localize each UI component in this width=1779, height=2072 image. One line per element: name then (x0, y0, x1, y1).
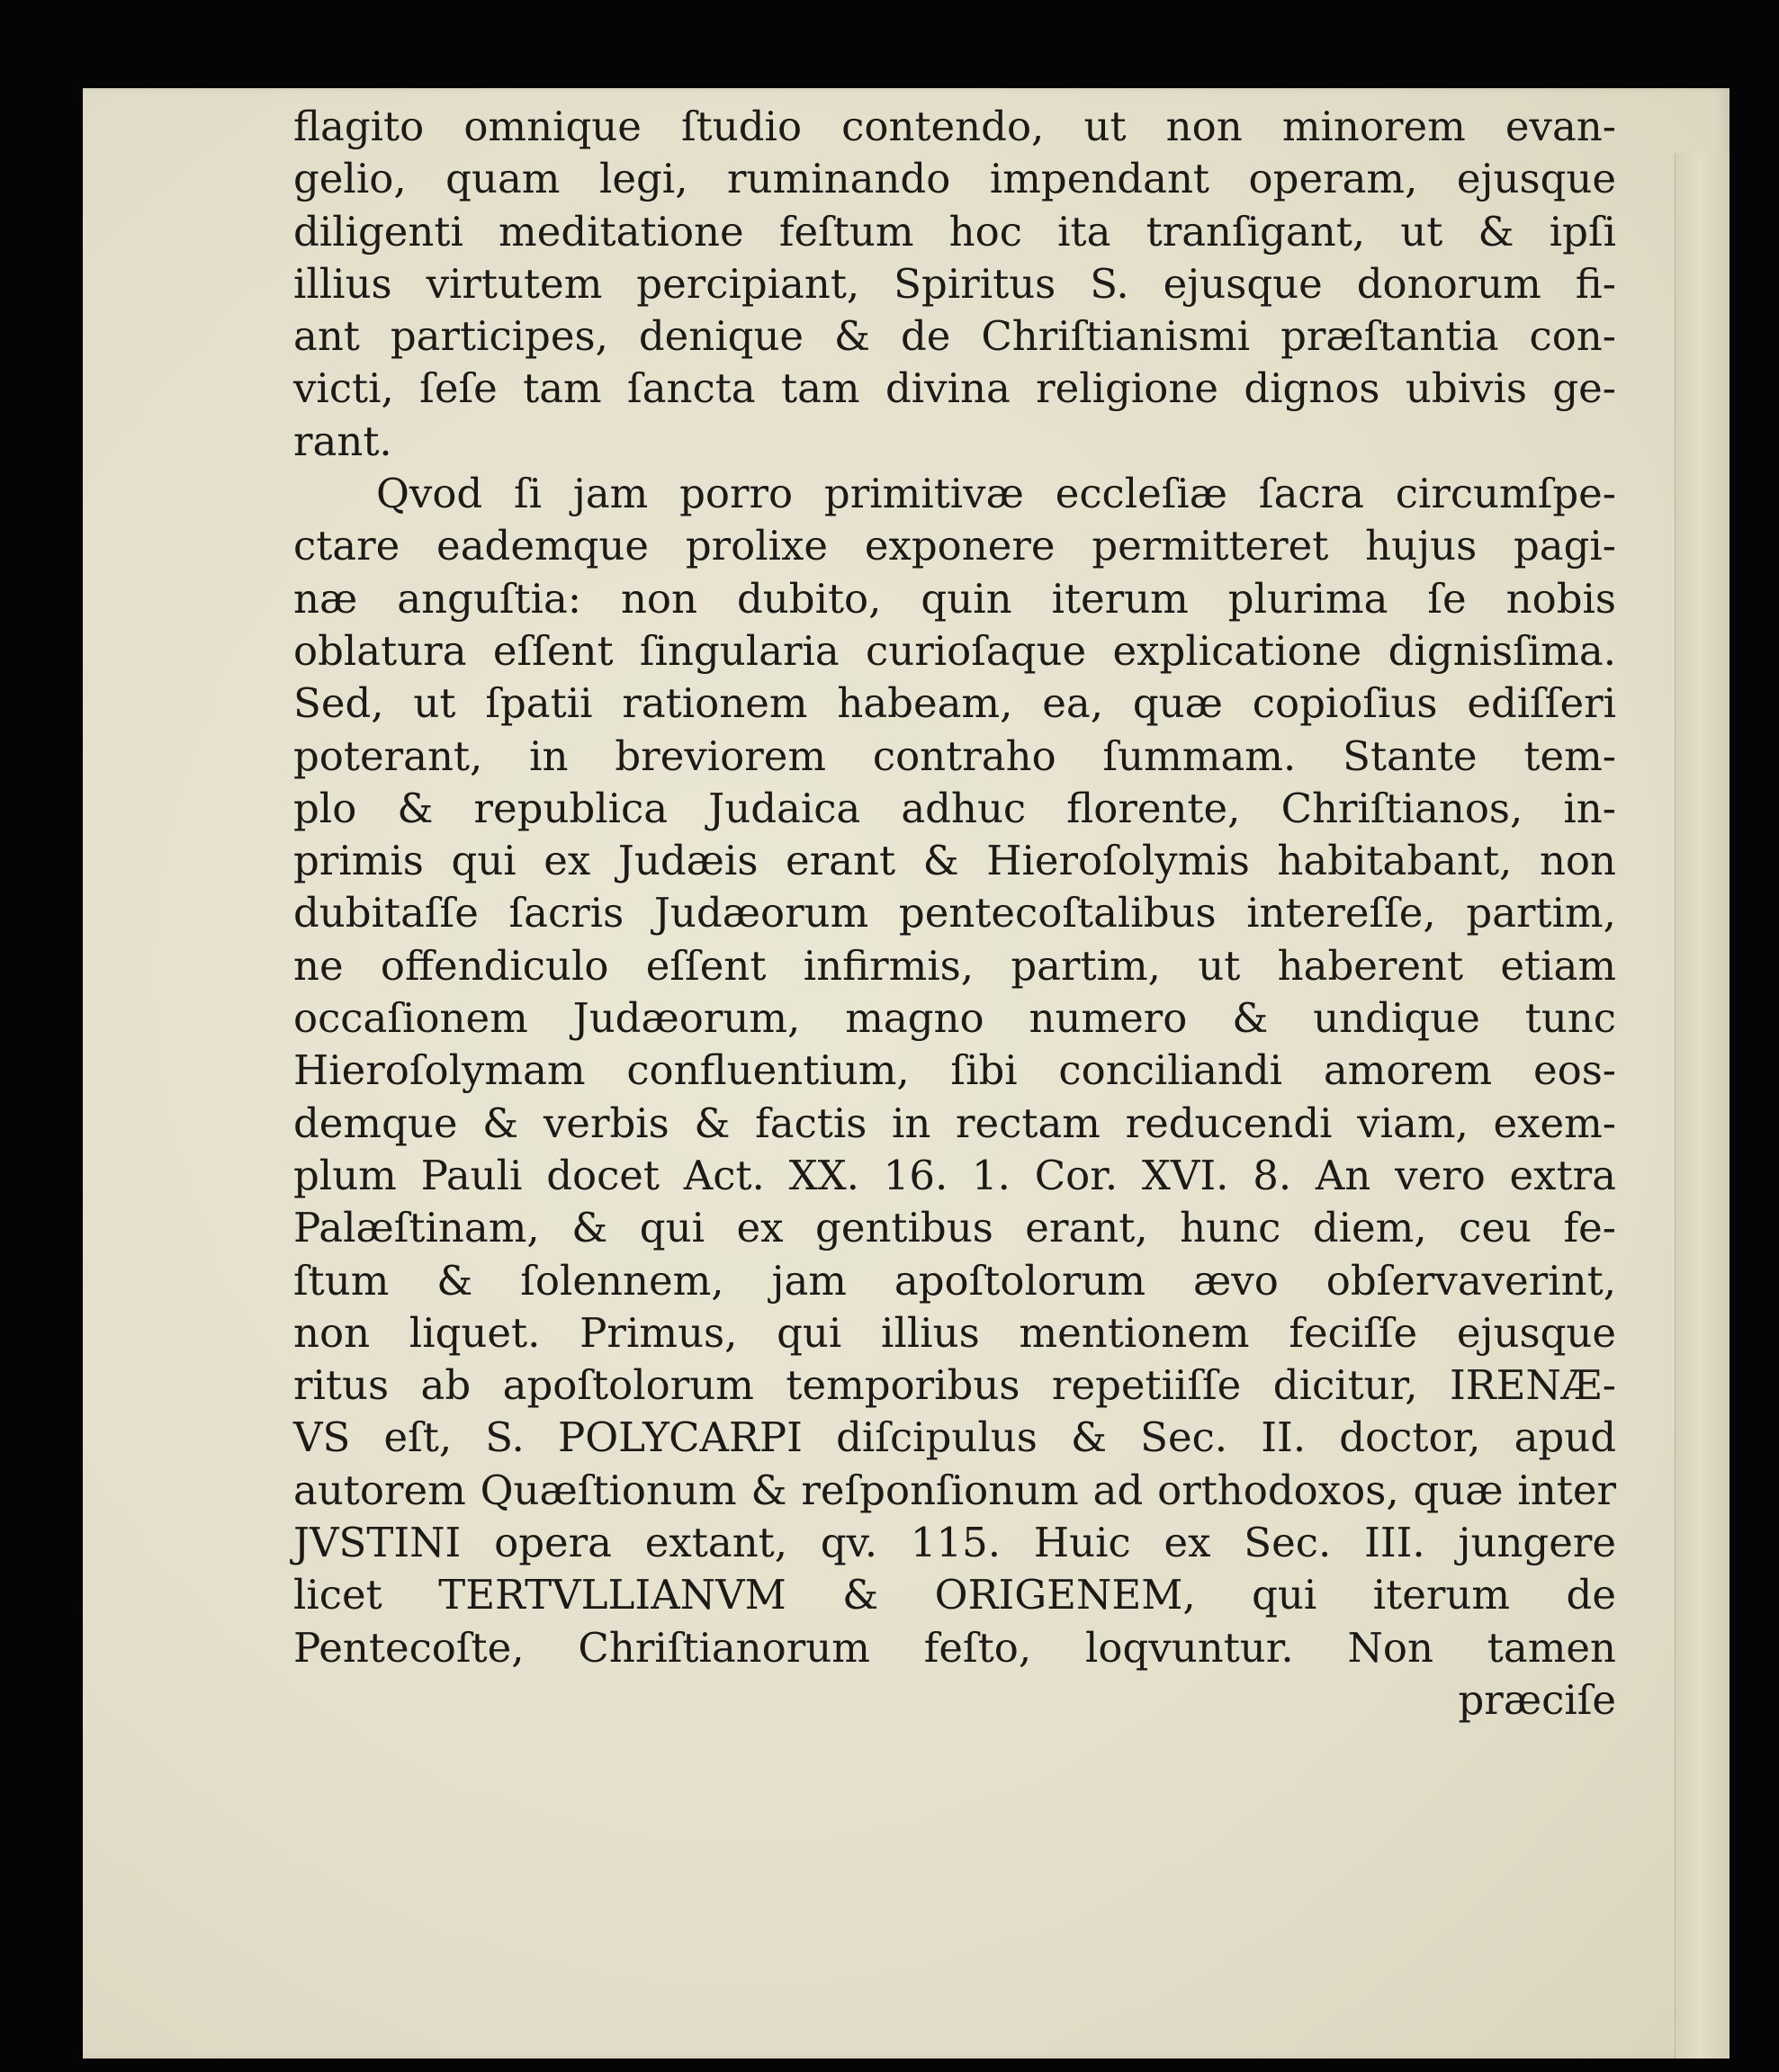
text-line: occaſionem Judæorum, magno numero & undique tunc (293, 994, 1616, 1043)
text-line: Pentecoſte, Chriſtianorum feſto, loqvuntur. Non tamen (293, 1623, 1616, 1672)
page-edge (1675, 153, 1730, 2059)
text-line: autorem Quæſtionum & reſponſionum ad orthodoxos, quæ inter (293, 1466, 1616, 1514)
text-line: primis qui ex Judæis erant & Hieroſolymis habitabant, non (293, 837, 1616, 885)
text-line: Hieroſolymam confluentium, ſibi conciliandi amorem eos- (293, 1046, 1616, 1095)
text-line: non liquet. Primus, qui illius mentionem feciſſe ejusque (293, 1308, 1616, 1357)
text-line: ritus ab apoſtolorum temporibus repetiiſſe dicitur, IRENÆ- (293, 1361, 1616, 1410)
text-line: Palæſtinam, & qui ex gentibus erant, hunc diem, ceu fe- (293, 1204, 1616, 1252)
text-line: dubitaſſe ſacris Judæorum pentecoſtalibus intereſſe, partim, (293, 889, 1616, 937)
paragraph-start-line: Qvod ſi jam porro primitivæ eccleſiæ ſacra circumſpe- (376, 470, 1616, 518)
text-line: victi, ſeſe tam ſancta tam divina religione dignos ubivis ge- (293, 364, 1616, 413)
text-line: flagito omnique ſtudio contendo, ut non minorem evan- (293, 103, 1616, 150)
text-line: næ anguſtia: non dubito, quin iterum plurima ſe nobis (293, 574, 1616, 623)
text-line: illius virtutem percipiant, Spiritus S. ejusque donorum fi- (293, 259, 1616, 308)
text-line: ant participes, denique & de Chriſtianismi præſtantia con- (293, 312, 1616, 361)
text-line: demque & verbis & factis in rectam reducendi viam, exem- (293, 1099, 1616, 1147)
text-line: diligenti meditatione feſtum hoc ita tranſigant, ut & ipſi (293, 207, 1616, 256)
text-line: VS eſt, S. POLYCARPI diſcipulus & Sec. II. doctor, apud (293, 1413, 1616, 1462)
text-line: rant. (293, 417, 392, 465)
text-line: gelio, quam legi, ruminando impendant operam, ejusque (293, 155, 1616, 203)
text-line: JVSTINI opera extant, qv. 115. Huic ex Sec. III. jungere (293, 1519, 1616, 1567)
text-line: oblatura eſſent ſingularia curioſaque explicatione dignisſima. (293, 626, 1616, 675)
text-line: Sed, ut ſpatii rationem habeam, ea, quæ copioſius ediſſeri (293, 679, 1616, 728)
text-line: poterant, in breviorem contraho ſummam. Stante tem- (293, 731, 1616, 780)
text-line: ne offendiculo eſſent infirmis, partim, ut haberent etiam (293, 941, 1616, 990)
body-text (293, 101, 1616, 1727)
text-line: plo & republica Judaica adhuc florente, Chriſtianos, in- (293, 784, 1616, 832)
catchword: præciſe (1458, 1675, 1616, 1724)
text-line: plum Pauli docet Act. XX. 16. 1. Cor. XVI. 8. An vero extra (293, 1151, 1616, 1199)
text-line: ctare eademque prolixe exponere permitteret hujus pagi- (293, 522, 1616, 570)
text-line: licet TERTVLLIANVM & ORIGENEM, qui iterum de (293, 1571, 1616, 1619)
text-line: ſtum & ſolennem, jam apoſtolorum ævo obſervaverint, (293, 1256, 1616, 1305)
